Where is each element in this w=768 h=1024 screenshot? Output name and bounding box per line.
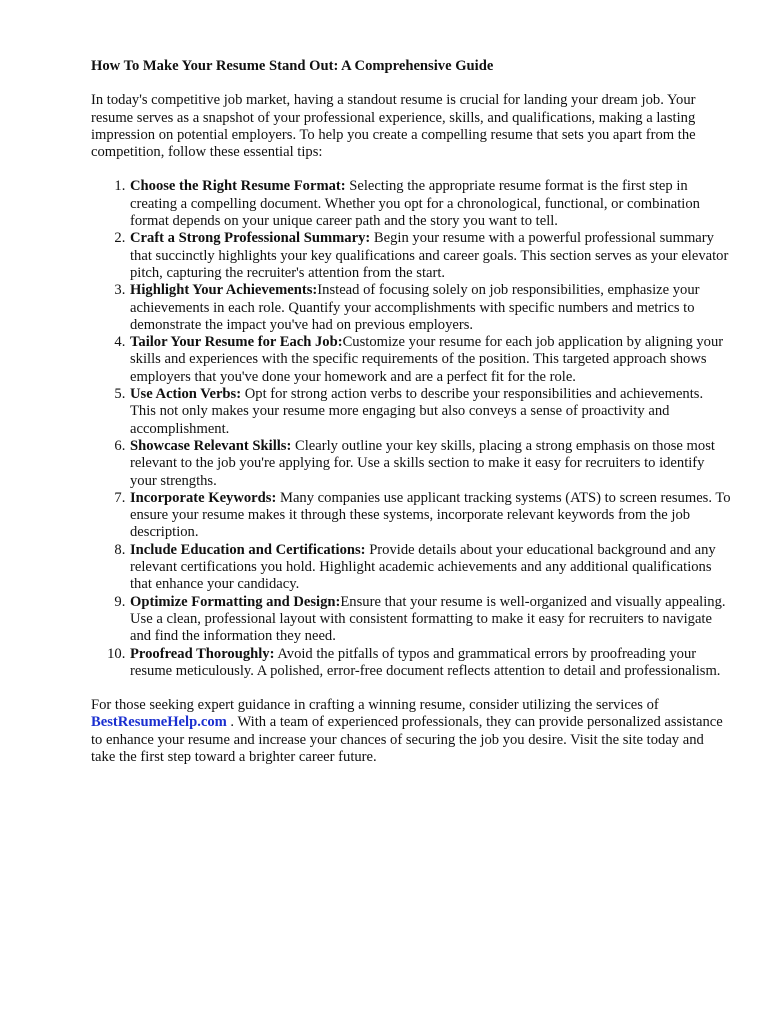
list-item <box>129 646 731 681</box>
list-item <box>129 386 731 438</box>
tip-heading: Highlight Your Achievements: <box>130 282 318 299</box>
list-item <box>129 542 731 594</box>
list-item <box>129 334 731 386</box>
bestresumehelp-link[interactable]: BestResumeHelp.com <box>91 714 227 731</box>
list-item <box>129 230 731 282</box>
tip-heading: Optimize Formatting and Design: <box>130 593 341 610</box>
tip-body: Ensure that your resume is well-organized and visually appealing. Use a clean, professional layout with consistent formatting to make it easy for recruiters to navigate and find the information they need. <box>130 593 726 645</box>
closing-paragraph <box>91 697 731 766</box>
tip-body: Provide details about your educational background and any relevant certifications you hold. Highlight academic achievements and any additional qualifications that enhance your candidacy. <box>130 541 716 593</box>
tip-body: Clearly outline your key skills, placing a strong emphasis on those most relevant to the job you're applying for. Use a skills section to make it easy for recruiters to identify your strengths. <box>130 437 715 489</box>
tip-body: Many companies use applicant tracking systems (ATS) to screen resumes. To ensure your resume makes it through these systems, incorporate relevant keywords from the job description. <box>130 489 731 541</box>
closing-text-end: . With a team of experienced professionals, they can provide personalized assistance to enhance your resume and increase your chances of securing the job you desire. Visit the site today and take the first step toward a brighter career future. <box>91 714 723 765</box>
tip-heading: Incorporate Keywords: <box>130 489 277 506</box>
tips-list <box>91 178 731 680</box>
list-item <box>129 282 731 334</box>
document-page <box>91 58 731 766</box>
page-title: How To Make Your Resume Stand Out: A Comprehensive Guide <box>91 58 494 74</box>
tip-body: Customize your resume for each job application by aligning your skills and experiences with the specific requirements of the position. This targeted approach shows employers that you've done your homework and are a perfect fit for the role. <box>130 334 724 385</box>
tip-heading: Craft a Strong Professional Summary: <box>130 230 371 247</box>
tip-heading: Use Action Verbs: <box>130 386 242 403</box>
tip-body: Selecting the appropriate resume format is the first step in creating a compelling document. Whether you opt for a chronological, functional, or combination format depends on your unique career path and the story you want to tell. <box>130 178 700 230</box>
intro-paragraph: In today's competitive job market, having a standout resume is crucial for landing your dream job. Your resume serves as a snapshot of your professional experience, skills, and qualifications, making a lasting impression on potential employers. To help you create a compelling resume that sets you apart from the competition, follow these essential tips: <box>91 92 696 161</box>
list-item <box>129 178 731 230</box>
tip-body: Begin your resume with a powerful professional summary that succinctly highlights your key qualifications and career goals. This section serves as your elevator pitch, capturing the recruiter's attention from the start. <box>130 230 729 281</box>
list-item <box>129 594 731 646</box>
tip-heading: Proofread Thoroughly: <box>130 645 275 662</box>
tip-heading: Include Education and Certifications: <box>130 541 366 558</box>
closing-text-start: For those seeking expert guidance in crafting a winning resume, consider utilizing the services of <box>91 697 659 714</box>
tip-body: Avoid the pitfalls of typos and grammatical errors by proofreading your resume meticulously. A polished, error-free document reflects attention to detail and professionalism. <box>130 645 721 679</box>
tip-body: Opt for strong action verbs to describe your responsibilities and achievements. This not only makes your resume more engaging but also conveys a sense of proactivity and accomplishment. <box>130 386 704 437</box>
tip-heading: Choose the Right Resume Format: <box>130 178 346 195</box>
tip-heading: Showcase Relevant Skills: <box>130 437 292 454</box>
tip-body: Instead of focusing solely on job responsibilities, emphasize your achievements in each role. Quantify your accomplishments with specific numbers and metrics to demonstrate the impact you've had on previous employers. <box>130 282 700 333</box>
list-item <box>129 438 731 490</box>
tip-heading: Tailor Your Resume for Each Job: <box>130 334 343 351</box>
list-item <box>129 490 731 542</box>
